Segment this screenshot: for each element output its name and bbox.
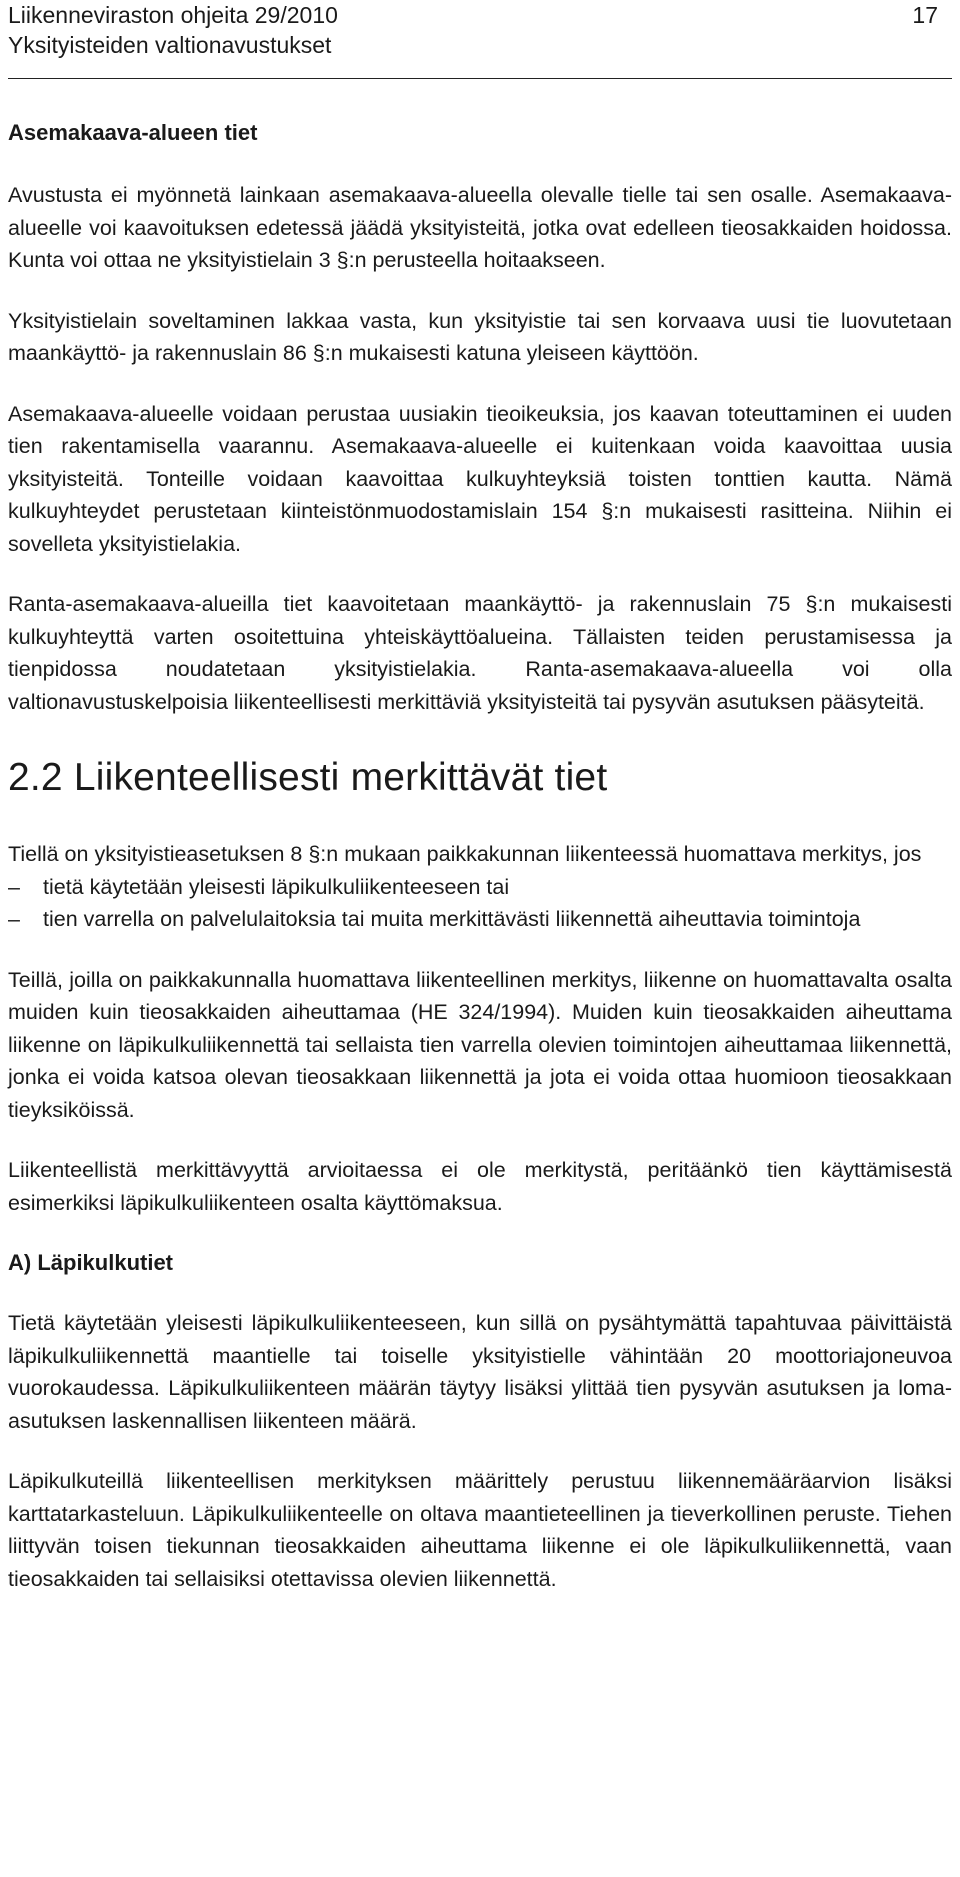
document-page xyxy=(8,0,952,1595)
page-header xyxy=(8,0,952,79)
paragraph: Asemakaava-alueelle voidaan perustaa uusiakin tieoikeuksia, jos kaavan toteuttaminen ei uuden tien rakentamisella vaarannu. Asemakaava-alueelle ei kuitenkaan voida kaavoittaa uusia yksityisteitä. Tonteille voidaan kaavoittaa kulkuyhteyksiä toisten tonttien kautta. Nämä kulkuyhteydet perustetaan kiinteistönmuodostamislain 154 §:n mukaisesti rasitteina. Niihin ei sovelleta yksityistielakia. xyxy=(8,401,952,556)
paragraph: Avustusta ei myönnetä lainkaan asemakaava-alueella olevalle tielle tai sen osalle. Asemakaava-alueelle voi kaavoituksen edetessä jäädä yksityisteitä, jotka ovat edelleen tieosakkaiden hoidossa. Kunta voi ottaa ne yksityistielain 3 §:n perusteella hoitaakseen. xyxy=(8,183,952,272)
list-item: – tien varrella on palvelulaitoksia tai muita merkittävästi liikennettä aiheuttavia toimintoja xyxy=(8,903,952,936)
paragraph: Liikenteellistä merkittävyyttä arvioitaessa ei ole merkitystä, peritäänkö tien käyttämisestä esimerkiksi läpikulkuliikenteen osalta käyttömaksua. xyxy=(8,1158,952,1215)
criteria-list xyxy=(8,871,952,936)
section-heading-asemakaava: Asemakaava-alueen tiet xyxy=(8,120,258,145)
publication-series: Liikenneviraston ohjeita 29/2010 xyxy=(8,2,338,28)
paragraph: Ranta-asemakaava-alueilla tiet kaavoitetaan maankäyttö- ja rakennuslain 75 §:n mukaisesti kulkuyhteyttä varten osoitettuina yhteiskäyttöalueina. Tällaisten teiden perustamisessa ja tienpidossa noudatetaan yksityistielakia. Ranta-asemakaava-alueella voi olla valtionavustuskelpoisia liikenteellisesti merkittäviä yksityisteitä tai pysyvän asutuksen pääsyteitä. xyxy=(8,592,952,714)
section-asemakaava-body xyxy=(8,179,952,718)
page-number: 17 xyxy=(912,2,938,28)
section-merkittavat-body xyxy=(8,964,952,1220)
chapter-heading: 2.2 Liikenteellisesti merkittävät tiet xyxy=(8,756,608,799)
list-item: – tietä käytetään yleisesti läpikulkuliikenteeseen tai xyxy=(8,871,952,904)
paragraph: Tietä käytetään yleisesti läpikulkuliikenteeseen, kun sillä on pysähtymättä tapahtuvaa päivittäistä läpikulkuliikennettä maantielle tai toiselle yksityistielle vähintään 20 moottoriajoneuvoa vuorokaudessa. Läpikulkuliikenteen määrän täytyy lisäksi ylittää tien pysyvän asutuksen ja loma-asutuksen laskennallisen liikenteen määrä. xyxy=(8,1311,952,1433)
publication-subtitle: Yksityisteiden valtionavustukset xyxy=(8,32,332,58)
dash-bullet: – xyxy=(8,907,20,931)
dash-bullet: – xyxy=(8,874,20,899)
paragraph: Yksityistielain soveltaminen lakkaa vasta, kun yksityistie tai sen korvaava uusi tie luovutetaan maankäyttö- ja rakennuslain 86 §:n mukaisesti katuna yleiseen käyttöön. xyxy=(8,308,952,365)
paragraph: Läpikulkuteillä liikenteellisen merkityksen määrittely perustuu liikennemääräarvion lisäksi karttatarkasteluun. Läpikulkuliikenteelle on oltava maantieteellinen ja tieverkollinen peruste. Tiehen liittyvän toisen tiekunnan tieosakkaiden aiheuttama liikenne ei ole läpikulkuliikennettä, vaan tieosakkaiden tai sellaisiksi otettavissa olevien liikennettä. xyxy=(8,1469,952,1591)
paragraph-intro: Tiellä on yksityistieasetuksen 8 §:n mukaan paikkakunnan liikenteessä huomattava merkitys, jos xyxy=(8,842,922,866)
subsection-lapikulkutiet-body xyxy=(8,1307,952,1595)
paragraph: Teillä, joilla on paikkakunnalla huomattava liikenteellinen merkitys, liikenne on huomattavalta osalta muiden kuin tieosakkaiden aiheuttamaa (HE 324/1994). Muiden kuin tieosakkaiden aiheuttama liikenne on läpikulkuliikennettä tai sellaista tien varrella olevien toimintojen aiheuttamaa liikennettä, jonka ei voida katsoa olevan tieosakkaan liikennettä ja jota ei voida ottaa huomioon tieosakkaan tieyksiköissä. xyxy=(8,967,952,1122)
subsection-heading-lapikulkutiet: A) Läpikulkutiet xyxy=(8,1250,174,1275)
